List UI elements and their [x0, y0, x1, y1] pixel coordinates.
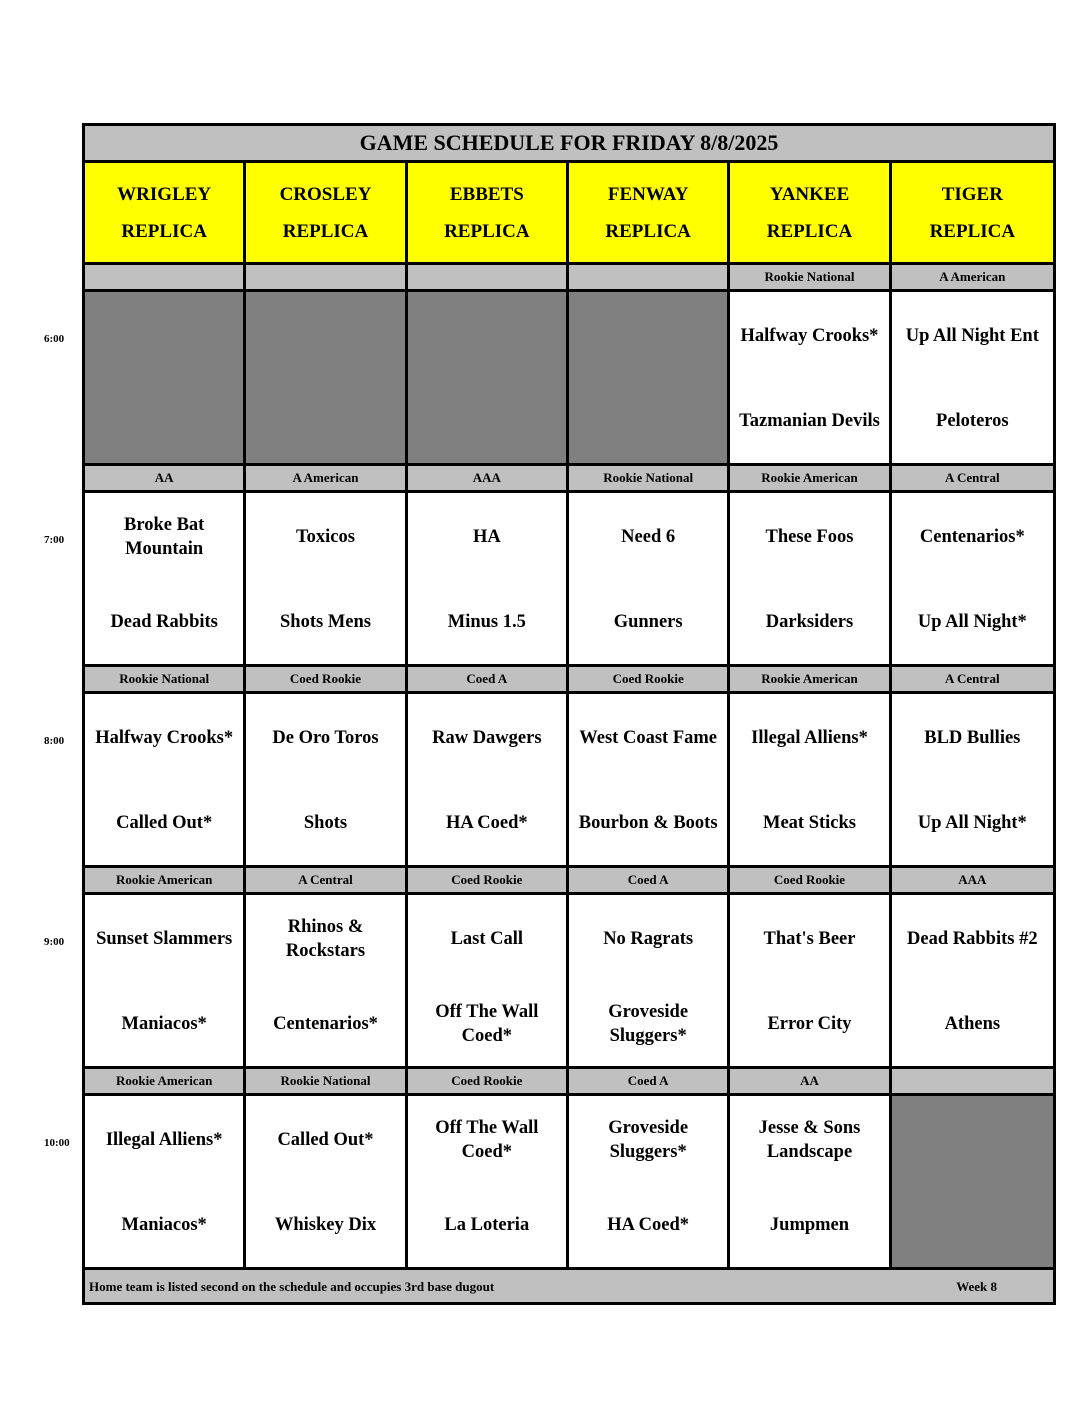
away-team: Toxicos — [296, 527, 355, 547]
division-label: Rookie National — [569, 466, 730, 490]
division-label: Coed Rookie — [246, 667, 407, 691]
game-cell — [246, 895, 407, 1066]
home-team: Maniacos* — [121, 1215, 207, 1235]
away-team: De Oro Toros — [272, 728, 379, 748]
away-team: Halfway Crooks* — [95, 728, 234, 748]
field-header — [246, 163, 407, 262]
away-team: Illegal Alliens* — [105, 1130, 223, 1150]
division-label: Coed Rookie — [569, 667, 730, 691]
home-team: Gunners — [613, 612, 683, 632]
game-cell — [246, 493, 407, 664]
game-cell — [569, 895, 730, 1066]
division-row — [85, 265, 1053, 292]
field-header — [569, 163, 730, 262]
division-label: Rookie National — [730, 265, 891, 289]
home-team: Shots — [303, 813, 348, 833]
division-label: AAA — [958, 872, 987, 887]
field-header-row — [85, 163, 1053, 265]
game-cell — [246, 1096, 407, 1267]
away-team: Halfway Crooks* — [740, 326, 879, 346]
game-row — [85, 292, 1053, 466]
away-team: These Foos — [765, 527, 854, 547]
away-team: Off The Wall Coed* — [435, 1118, 539, 1162]
home-team: Darksiders — [765, 612, 854, 632]
field-name: YANKEE — [769, 183, 850, 205]
game-row — [85, 493, 1053, 667]
home-team: Jumpmen — [769, 1215, 850, 1235]
game-cell — [569, 493, 730, 664]
home-team: Dead Rabbits — [110, 612, 218, 632]
game-cell — [408, 895, 569, 1066]
field-subtitle: REPLICA — [444, 220, 530, 242]
division-label: Coed A — [569, 1069, 730, 1093]
division-label: AA — [85, 466, 246, 490]
away-team: Up All Night Ent — [905, 326, 1039, 346]
home-team: HA Coed* — [607, 1215, 690, 1235]
time-label: 6:00 — [44, 333, 65, 345]
home-team: Whiskey Dix — [274, 1215, 377, 1235]
game-row — [85, 694, 1053, 868]
division-label: AA — [730, 1069, 891, 1093]
game-row — [85, 895, 1053, 1069]
home-team: HA Coed* — [445, 813, 528, 833]
division-label: Coed A — [569, 868, 730, 892]
division-label: A Central — [945, 671, 1000, 686]
away-team: BLD Bullies — [924, 728, 1021, 748]
game-cell — [85, 694, 246, 865]
division-label: A Central — [945, 470, 1000, 485]
away-team: HA — [472, 527, 501, 547]
game-cell — [730, 1096, 891, 1267]
field-name: FENWAY — [607, 183, 689, 205]
division-row — [85, 868, 1053, 895]
away-team: West Coast Fame — [579, 728, 717, 748]
game-cell — [85, 895, 246, 1066]
division-label: A American — [939, 269, 1006, 284]
away-team: Called Out* — [277, 1130, 374, 1150]
game-cell — [730, 694, 891, 865]
home-team: Maniacos* — [121, 1014, 207, 1034]
division-label: Coed A — [408, 667, 569, 691]
away-team: Centenarios* — [919, 527, 1025, 547]
game-cell — [408, 1096, 569, 1267]
home-team: Athens — [944, 1014, 1001, 1034]
division-label: Rookie American — [730, 466, 891, 490]
game-cell — [85, 493, 246, 664]
field-subtitle: REPLICA — [766, 220, 853, 242]
division-label: Coed Rookie — [408, 1069, 569, 1093]
field-name: CROSLEY — [279, 183, 372, 205]
division-label: Rookie American — [85, 868, 246, 892]
home-team: Shots Mens — [280, 612, 371, 632]
division-label: A Central — [246, 868, 407, 892]
away-team: No Ragrats — [603, 929, 694, 949]
field-name: TIGER — [941, 183, 1003, 205]
schedule-title: GAME SCHEDULE FOR FRIDAY 8/8/2025 — [85, 126, 1053, 163]
time-label: 10:00 — [44, 1137, 70, 1149]
division-label: AAA — [408, 466, 569, 490]
game-cell — [892, 895, 1053, 1066]
home-team: Peloteros — [936, 411, 1009, 431]
game-cell — [246, 694, 407, 865]
away-team: Broke Bat Mountain — [123, 515, 205, 559]
game-cell — [408, 493, 569, 664]
game-cell — [730, 493, 891, 664]
away-team: Sunset Slammers — [96, 929, 233, 949]
field-subtitle: REPLICA — [282, 220, 369, 242]
away-team: Illegal Alliens* — [751, 728, 868, 748]
schedule-table — [82, 123, 1056, 1305]
game-cell — [85, 1096, 246, 1267]
home-team: Centenarios* — [273, 1014, 378, 1034]
unavailable-cell — [246, 292, 407, 463]
division-label: Rookie American — [85, 1069, 246, 1093]
field-header — [408, 163, 569, 262]
game-cell — [569, 694, 730, 865]
schedule-footer — [85, 1270, 1053, 1302]
division-label: Rookie National — [85, 667, 246, 691]
unavailable-cell — [892, 1096, 1053, 1267]
away-team: That's Beer — [763, 929, 856, 949]
time-label: 8:00 — [44, 735, 65, 747]
division-label — [408, 265, 569, 289]
unavailable-cell — [408, 292, 569, 463]
home-team: Bourbon & Boots — [578, 813, 718, 833]
home-team: Up All Night* — [917, 813, 1027, 833]
division-label: Coed Rookie — [408, 868, 569, 892]
home-team: La Loteria — [444, 1215, 530, 1235]
field-subtitle: REPLICA — [121, 220, 207, 242]
division-row — [85, 466, 1053, 493]
away-team: Raw Dawgers — [432, 728, 542, 748]
home-team: Error City — [767, 1014, 852, 1034]
home-team: Groveside Sluggers* — [608, 1002, 689, 1046]
time-slots — [85, 265, 1053, 1270]
game-cell — [892, 292, 1053, 463]
away-team: Dead Rabbits #2 — [907, 929, 1038, 949]
division-label — [85, 265, 246, 289]
field-name: WRIGLEY — [117, 183, 212, 205]
division-row — [85, 667, 1053, 694]
field-name: EBBETS — [449, 183, 524, 205]
home-team: Off The Wall Coed* — [435, 1002, 539, 1046]
time-label: 9:00 — [44, 936, 65, 948]
home-team: Meat Sticks — [762, 813, 856, 833]
away-team: Rhinos & Rockstars — [285, 917, 366, 961]
game-cell — [730, 292, 891, 463]
field-subtitle: REPLICA — [605, 220, 691, 242]
division-label: Rookie National — [246, 1069, 407, 1093]
division-label — [246, 265, 407, 289]
game-cell — [892, 493, 1053, 664]
division-label — [569, 265, 730, 289]
game-cell — [408, 694, 569, 865]
away-team: Groveside Sluggers* — [608, 1118, 689, 1162]
home-team: Called Out* — [116, 813, 213, 833]
division-row — [85, 1069, 1053, 1096]
home-team: Minus 1.5 — [447, 612, 526, 632]
game-cell — [730, 895, 891, 1066]
division-label: Coed Rookie — [730, 868, 891, 892]
week-label: Week 8 — [956, 1279, 997, 1294]
away-team: Need 6 — [621, 527, 676, 547]
home-team: Up All Night* — [917, 612, 1027, 632]
game-cell — [569, 1096, 730, 1267]
away-team: Jesse & Sons Landscape — [758, 1118, 861, 1162]
home-team: Tazmanian Devils — [739, 411, 880, 431]
division-label — [892, 1069, 1053, 1093]
away-team: Last Call — [450, 929, 524, 949]
unavailable-cell — [569, 292, 730, 463]
game-cell — [892, 694, 1053, 865]
field-subtitle: REPLICA — [929, 220, 1016, 242]
field-header — [730, 163, 891, 262]
division-label: Rookie American — [730, 667, 891, 691]
field-header — [85, 163, 246, 262]
time-label: 7:00 — [44, 534, 65, 546]
home-team-note: Home team is listed second on the schedule and occupies 3rd base dugout — [89, 1279, 495, 1294]
unavailable-cell — [85, 292, 246, 463]
field-header — [892, 163, 1053, 262]
division-label: A American — [246, 466, 407, 490]
game-row — [85, 1096, 1053, 1270]
